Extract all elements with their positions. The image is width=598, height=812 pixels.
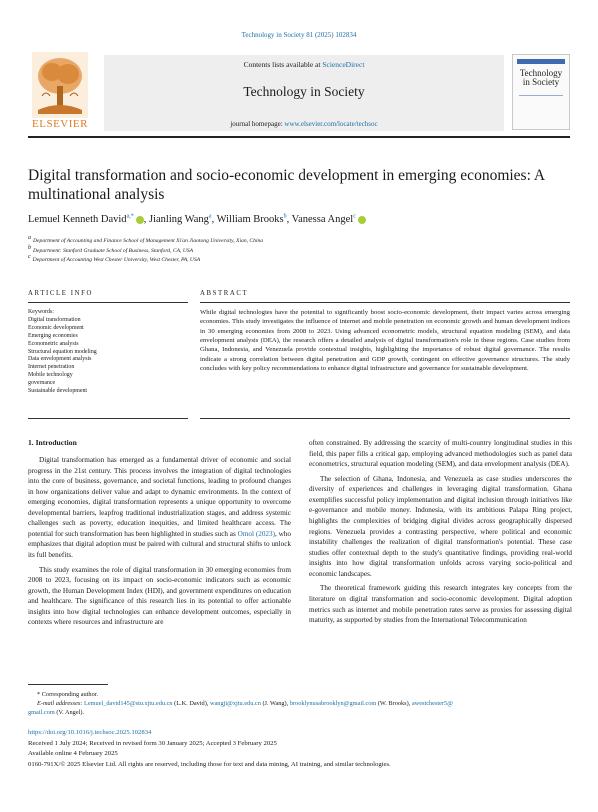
doi-link[interactable]: https://doi.org/10.1016/j.techsoc.2025.102834: [28, 729, 152, 736]
author-separator: ,: [286, 214, 292, 225]
keyword-item: Sustainable development: [28, 388, 88, 395]
abstract-heading: ABSTRACT: [200, 290, 249, 297]
author-affiliation-marker[interactable]: c: [353, 213, 356, 220]
affiliation-marker: c: [28, 254, 31, 261]
keyword-item: Data envelopment analysis: [28, 356, 92, 363]
affiliation-item: [28, 237, 568, 247]
elsevier-wordmark: ELSEVIER: [32, 118, 88, 130]
abstract-bottom-rule: [200, 418, 570, 419]
affiliation-marker: a: [28, 235, 31, 242]
homepage-prefix: journal homepage:: [230, 120, 285, 128]
email-owner: (J. Wang),: [260, 700, 290, 708]
journal-homepage-link[interactable]: www.elsevier.com/locate/techsoc: [284, 120, 378, 128]
author-affiliation-marker[interactable]: b: [283, 213, 287, 220]
affiliation-item: [28, 244, 568, 257]
article-info-heading: ARTICLE INFO: [28, 290, 94, 297]
keyword-item: Mobile technology: [28, 372, 73, 379]
author-name[interactable]: William Brooks: [216, 214, 284, 225]
article-info-rule: [28, 302, 188, 303]
email-link[interactable]: Lemuel_david145@stu.xjtu.edu.cn: [84, 700, 173, 708]
intro-paragraph-3: The selection of Ghana, Indonesia, and Venezuela as case studies underscores the diversity of experiences and challenges in leveraging digital transformation. Ghana exemplifies successful policy implementation and digital inclusion through initiatives like e-governance and mobile money. Indonesia, with its ambitious Palapa Ring project, highlights the complexities of bridging digital divides across geographically dispersed regions. Venezuela provides a contrasting perspective, where political and economic instability challenges the realization of digital transformation's potential. These case studies offer contextual depth to the study's quantitative findings, providing real-world insights into how digital transformation unfolds across varying socio-political and economic landscapes.: [309, 474, 572, 578]
author-name[interactable]: Vanessa Angel: [291, 214, 354, 225]
keywords-block: [28, 309, 193, 396]
affiliation-item: [28, 256, 568, 266]
orcid-icon[interactable]: [136, 216, 144, 224]
author-affiliation-marker[interactable]: a,*: [126, 213, 134, 220]
intro-paragraph-2-continued: often constrained. By addressing the scarcity of multi-country longitudinal studies in this field, this paper fills a critical gap, employing advanced methodologies such as panel data econometrics, structural equation modeling (SEM), and data envelopment analysis (DEA).: [309, 439, 572, 469]
author-list: [28, 214, 568, 225]
journal-cover-thumbnail: [512, 54, 570, 130]
paper-title: Digital transformation and socio-economic development in emerging economies: A multinational analysis: [28, 167, 545, 203]
citation-omol-2023[interactable]: Omol (2023): [237, 529, 275, 538]
email-owner: (W. Brooks),: [376, 700, 412, 708]
author-name[interactable]: Jianling Wang: [148, 214, 209, 225]
affiliation-marker: b: [28, 244, 31, 251]
email-link[interactable]: wangji@xjtu.edu.cn: [209, 700, 261, 708]
keyword-item: Internet penetration: [28, 364, 75, 371]
abstract-text: While digital technologies have the potential to significantly boost socio-economic development, their impact varies across emerging economies. This study investigates the influence of internet and mobile penetration on economic growth and human development indices in 30 emerging economies from 2008 to 2023. Using advanced econometric models, structural equation modeling (SEM), and data envelopment analysis (DEA), the research offers a detailed analysis of digital transformation's role in these regions. Case studies from Ghana, Indonesia, and Venezuela provide contextual insights, highlighting the importance of robust digital governance. The results indicate a strong correlation between digital penetration and GDP growth, contingent on effective governance structures. The study concludes with key policy recommendations to enhance digital infrastructure and governance for sustainable development.: [200, 309, 570, 373]
journal-title: Technology in Society: [243, 84, 365, 99]
keyword-item: Structural equation modeling: [28, 348, 97, 355]
email-label: E-mail addresses:: [37, 700, 84, 708]
keywords-list: [28, 317, 193, 396]
keyword-item: governance: [28, 380, 56, 387]
cover-divider: [519, 95, 563, 96]
email-owner-angel: (V. Angel).: [54, 709, 85, 717]
received-dates: Received 1 July 2024; Received in revised form 30 January 2025; Accepted 3 February 2025: [28, 739, 277, 747]
keyword-item: Digital transformation: [28, 316, 81, 323]
keywords-label: Keywords:: [28, 309, 54, 315]
cover-title-line-2: in Society: [522, 77, 560, 87]
orcid-icon[interactable]: [358, 216, 366, 224]
author-affiliation-marker[interactable]: a: [208, 213, 212, 220]
email-link[interactable]: awestchester5@: [411, 700, 453, 708]
keyword-item: Economic development: [28, 324, 84, 331]
cover-title-line-1: Technology: [519, 68, 563, 78]
affiliation-text: Department: Stanford Graduate School of Business, Stanford, CA, USA: [33, 247, 194, 254]
journal-reference[interactable]: Technology in Society 81 (2025) 102834: [241, 31, 357, 39]
keyword-item: Econometric analysis: [28, 340, 79, 347]
elsevier-tree-logo: [32, 52, 88, 118]
footnotes: [28, 690, 573, 718]
contents-prefix: Contents lists available at: [243, 60, 323, 69]
affiliation-text: Department of Accounting West Chester University, West Chester, PA, USA: [32, 257, 201, 263]
body-column-right: [309, 438, 572, 626]
email-owner: (L.K. David),: [172, 700, 210, 708]
abstract-rule: [200, 302, 570, 303]
section-heading-introduction: 1. Introduction: [28, 438, 77, 447]
intro-paragraph-2: This study examines the role of digital transformation in 30 emerging economies from 2008 to 2023, focusing on its impact on socio-economic indicators such as economic growth, the Human Development Index (HDI), and government expenditures on education and healthcare. The significance of this research lies in its potential to offer actionable insights into how digital technologies can enhance development outcomes, especially in contexts where resources and infrastructure are: [28, 565, 291, 627]
available-online-date: Available online 4 February 2025: [28, 750, 118, 757]
intro-paragraph-1-end: , who emphasizes that digital adoption must be paired with cultural and structural shifts to unlock its full benefits.: [28, 529, 291, 559]
intro-paragraph-1: [28, 455, 291, 560]
header-rule: [28, 136, 570, 138]
email-addresses-continued: [28, 708, 573, 717]
cover-title: [516, 69, 566, 87]
corresponding-author-text: Corresponding author.: [41, 691, 99, 698]
intro-paragraph-1-text: Digital transformation has emerged as a fundamental driver of economic and social progress in the 21st century. This process involves the integration of digital technologies into the core of business, governance, and societal functions, leading to profound changes in how organizations deliver value and adapt to dynamic environments. In the context of emerging economies, digital transformation represents a unique opportunity to overcome developmental barriers, leapfrog traditional industrialization stages, and address systemic challenges such as poverty, education inequities, and limited healthcare access. The potential for such transformation has been highlighted in studies such as: [28, 456, 291, 538]
affiliation-list: [28, 237, 568, 266]
intro-paragraph-4: The theoretical framework guiding this research integrates key concepts from the literature on digital transformation and socio-economic development. Digital adoption metrics such as internet and mobile penetration rates serve as proxies for assessing digital maturity, as supported by studies from the International Telecommunication: [309, 584, 572, 625]
author-separator: ,: [143, 214, 149, 225]
cover-top-bar: [517, 59, 565, 64]
email-link-angel-cont[interactable]: gmail.com: [28, 709, 55, 717]
email-link[interactable]: brooklynusabrooklyn@gmail.com: [289, 700, 377, 708]
article-info-bottom-rule: [28, 418, 188, 419]
footnote-rule: [28, 684, 108, 685]
corresponding-author-note: * Corresponding author.: [37, 691, 99, 698]
author-name[interactable]: Lemuel Kenneth David: [28, 214, 127, 225]
author-separator: ,: [211, 214, 217, 225]
body-column-left: [28, 455, 291, 628]
affiliation-text: Department of Accounting and Finance School of Management Xi'an Jiaotong University, Xian, China: [33, 238, 264, 244]
publication-info: [28, 728, 573, 770]
sciencedirect-link[interactable]: ScienceDirect: [322, 60, 365, 69]
email-addresses: [28, 699, 573, 708]
journal-homepage-line: [104, 120, 504, 128]
copyright-line: 0160-791X/© 2025 Elsevier Ltd. All rights are reserved, including those for text and data mining, AI training, and similar technologies.: [28, 760, 391, 768]
contents-available-line: [104, 60, 504, 69]
keyword-item: Emerging economies: [28, 332, 78, 339]
